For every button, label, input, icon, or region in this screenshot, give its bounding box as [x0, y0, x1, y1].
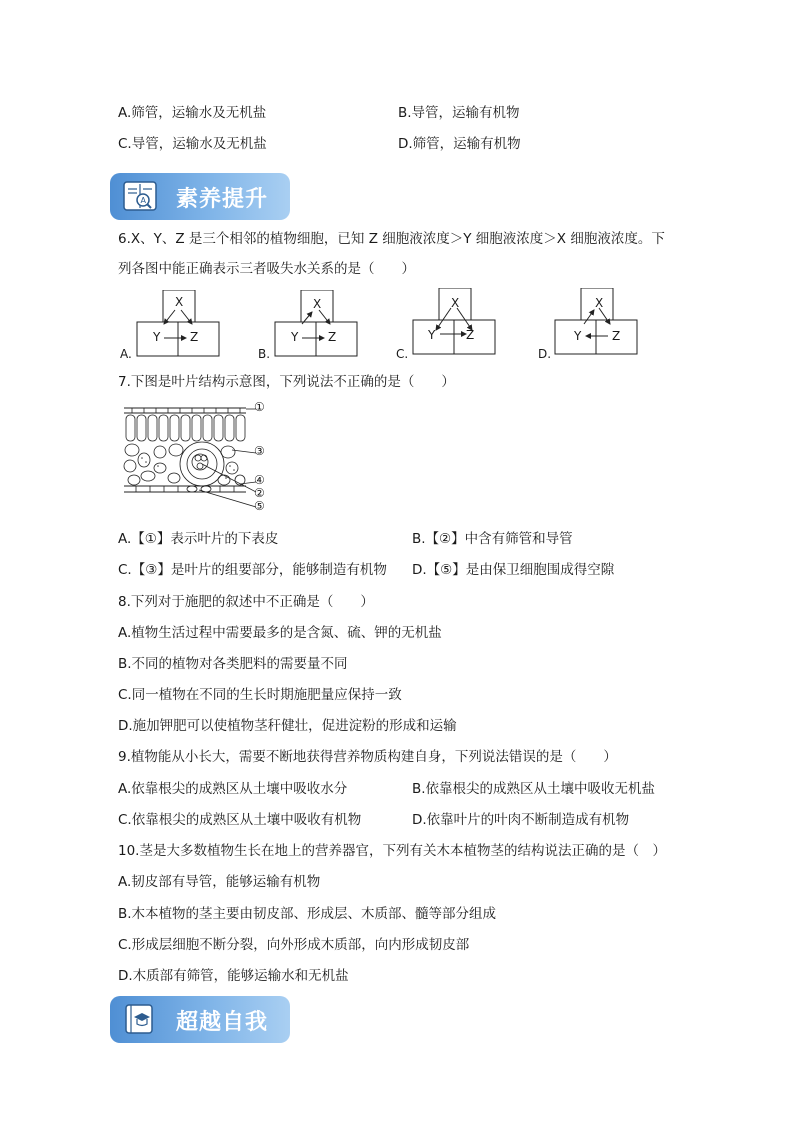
q9-stem: 9.植物能从小长大，需要不断地获得营养物质构建自身，下列说法错误的是（ ）: [118, 749, 617, 765]
option-d-label: D.: [538, 347, 552, 361]
section-banner-chaoyue: [110, 996, 290, 1043]
leaf-structure-diagram: [120, 400, 280, 515]
book-search-icon: [123, 180, 157, 212]
banner-title: 超越自我: [176, 1010, 269, 1035]
q9-option-d: D.依靠叶片的叶肉不断制造成有机物: [412, 812, 630, 828]
q10-option-a: A.韧皮部有导管，能够运输有机物: [118, 874, 321, 890]
leaf-mark-2: ②: [254, 486, 265, 500]
option-a-label: A.: [120, 347, 132, 361]
q10-option-d: D.木质部有筛管，能够运输水和无机盐: [118, 968, 349, 984]
cell-x-label: X: [451, 296, 460, 310]
option-b-label: B.: [258, 347, 271, 361]
cell-y-label: Y: [428, 328, 436, 342]
cell-x-label: X: [175, 295, 184, 309]
q9-option-b: B.依靠根尖的成熟区从土壤中吸收无机盐: [412, 781, 656, 797]
cell-diagram-c: [396, 288, 501, 360]
banner-title: 素养提升: [176, 187, 269, 212]
q7-option-a: A.【①】表示叶片的下表皮: [118, 531, 279, 547]
cell-x-label: X: [595, 296, 604, 310]
q6-stem-line2: 列各图中能正确表示三者吸失水关系的是（ ）: [118, 261, 415, 277]
leaf-mark-5: ⑤: [254, 499, 265, 513]
q7-stem: 7.下图是叶片结构示意图，下列说法不正确的是（ ）: [118, 374, 455, 390]
section-banner-suyang: [110, 173, 290, 220]
q10-stem: 10.茎是大多数植物生长在地上的营养器官，下列有关木本植物茎的结构说法正确的是（ ）: [118, 843, 666, 859]
option-c-label: C.: [396, 347, 409, 361]
leaf-mark-3: ③: [254, 444, 265, 458]
q6-stem-line1: 6.X、Y、Z 是三个相邻的植物细胞，已知 Z 细胞液浓度＞Y 细胞液浓度＞X 细胞液浓度。下: [118, 231, 665, 247]
cell-z-label: Z: [612, 329, 621, 343]
cell-diagram-b: [258, 290, 363, 360]
q7-option-c: C.【③】是叶片的组要部分，能够制造有机物: [118, 562, 387, 578]
cell-y-label: Y: [574, 329, 582, 343]
q8-option-a: A.植物生活过程中需要最多的是含氮、硫、钾的无机盐: [118, 625, 442, 641]
cell-diagram-a: [120, 290, 225, 360]
svg-text:A: A: [140, 196, 146, 205]
cell-y-label: Y: [153, 330, 161, 344]
q10-option-c: C.形成层细胞不断分裂，向外形成木质部，向内形成韧皮部: [118, 937, 470, 953]
q5-option-c: C.导管，运输水及无机盐: [118, 136, 267, 152]
q6-diagram-a: [120, 290, 225, 360]
q5-option-a: A.筛管，运输水及无机盐: [118, 105, 267, 121]
cell-x-label: X: [313, 297, 322, 311]
cell-z-label: Z: [190, 330, 199, 344]
leaf-mark-1: ①: [254, 400, 265, 414]
q5-option-d: D.筛管，运输有机物: [398, 136, 521, 152]
q9-option-c: C.依靠根尖的成熟区从土壤中吸收有机物: [118, 812, 362, 828]
q6-diagram-d: [538, 288, 643, 360]
q6-diagram-b: [258, 290, 363, 360]
cell-diagram-d: [538, 288, 643, 360]
q9-option-a: A.依靠根尖的成熟区从土壤中吸收水分: [118, 781, 348, 797]
q7-option-d: D.【⑤】是由保卫细胞围成得空隙: [412, 562, 615, 578]
q7-option-b: B.【②】中含有筛管和导管: [412, 531, 573, 547]
q5-option-b: B.导管，运输有机物: [398, 105, 520, 121]
q8-option-d: D.施加钾肥可以使植物茎秆健壮，促进淀粉的形成和运输: [118, 718, 457, 734]
cell-z-label: Z: [466, 328, 475, 342]
leaf-mark-4: ④: [254, 473, 265, 487]
q8-option-c: C.同一植物在不同的生长时期施肥量应保持一致: [118, 687, 402, 703]
q8-option-b: B.不同的植物对各类肥料的需要量不同: [118, 656, 348, 672]
q8-stem: 8.下列对于施肥的叙述中不正确是（ ）: [118, 594, 374, 610]
q10-option-b: B.木本植物的茎主要由韧皮部、形成层、木质部、髓等部分组成: [118, 906, 497, 922]
q6-diagram-c: [396, 288, 501, 360]
cell-y-label: Y: [291, 330, 299, 344]
graduation-book-icon: [123, 1003, 157, 1035]
cell-z-label: Z: [328, 330, 337, 344]
